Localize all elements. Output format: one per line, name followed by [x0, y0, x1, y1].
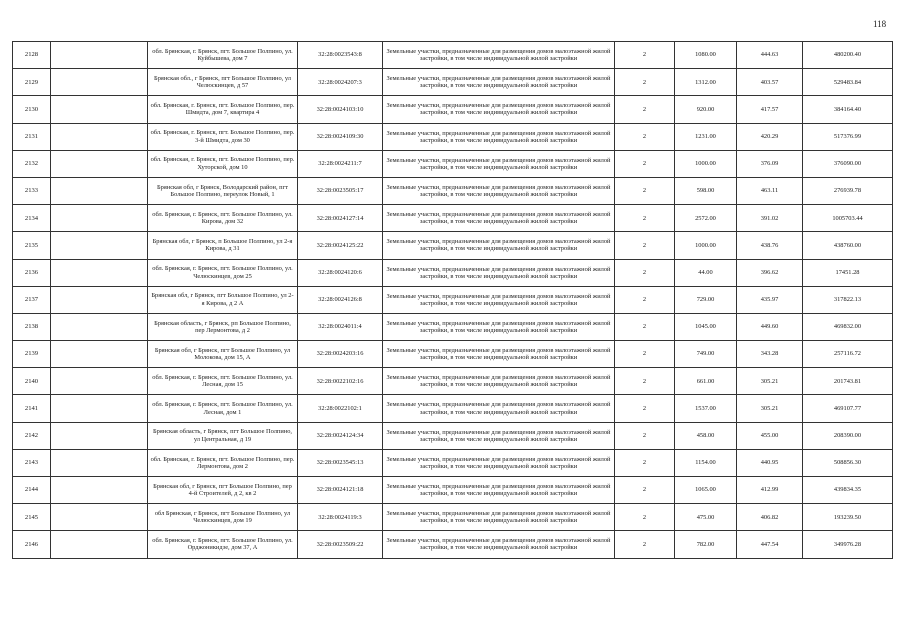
area-cell: 1154.00 — [675, 449, 737, 476]
cadastral-number-cell: 32:28:0022102:16 — [298, 368, 383, 395]
land-use-cell: Земельные участки, предназначенные для размещения домов малоэтажной жилой застройки, в том числе индивидуальной жилой застройки — [383, 259, 615, 286]
category-code-cell: 2 — [615, 313, 675, 340]
table-row — [13, 368, 893, 395]
address-cell: Брянская область, г Брянск, рп Большое Полпино, пер Лермонтова, д 2 — [148, 313, 298, 340]
address-cell: Брянская обл, г Брянск, пгт Большое Полпино, пер 4-й Строителей, д 2, кв 2 — [148, 477, 298, 504]
area-cell: 661.00 — [675, 368, 737, 395]
cadastral-value-cell: 193239.50 — [803, 504, 893, 531]
address-cell: Брянская обл, г Брянск, пгт Большое Полпино, ул Молокова, дом 15, А — [148, 341, 298, 368]
unit-value-cell: 440.95 — [737, 449, 803, 476]
row-number-cell: 2134 — [13, 205, 51, 232]
row-number-cell: 2136 — [13, 259, 51, 286]
cadastral-number-cell: 32:28:0024126:8 — [298, 286, 383, 313]
row-number-cell: 2137 — [13, 286, 51, 313]
area-cell: 1065.00 — [675, 477, 737, 504]
address-cell: обл. Брянская, г. Брянск, пгт. Большое Полпино, ул. Куйбышева, дом 7 — [148, 42, 298, 69]
category-code-cell: 2 — [615, 205, 675, 232]
unit-value-cell: 417.57 — [737, 96, 803, 123]
blank-cell — [51, 69, 148, 96]
row-number-cell: 2133 — [13, 177, 51, 204]
area-cell: 729.00 — [675, 286, 737, 313]
address-cell: обл. Брянская, г. Брянск, пгт. Большое Полпино, пер. Лермонтова, дом 2 — [148, 449, 298, 476]
area-cell: 1000.00 — [675, 150, 737, 177]
category-code-cell: 2 — [615, 368, 675, 395]
land-use-cell: Земельные участки, предназначенные для размещения домов малоэтажной жилой застройки, в том числе индивидуальной жилой застройки — [383, 313, 615, 340]
cadastral-value-cell: 349976.28 — [803, 531, 893, 558]
blank-cell — [51, 504, 148, 531]
land-use-cell: Земельные участки, предназначенные для размещения домов малоэтажной жилой застройки, в том числе индивидуальной жилой застройки — [383, 422, 615, 449]
land-use-cell: Земельные участки, предназначенные для размещения домов малоэтажной жилой застройки, в том числе индивидуальной жилой застройки — [383, 96, 615, 123]
cadastral-number-cell: 32:28:0024103:10 — [298, 96, 383, 123]
cadastral-value-cell: 529483.84 — [803, 69, 893, 96]
row-number-cell: 2143 — [13, 449, 51, 476]
table-row — [13, 177, 893, 204]
category-code-cell: 2 — [615, 449, 675, 476]
address-cell: обл. Брянская, г. Брянск, пгт. Большое Полпино, ул. Кирова, дом 32 — [148, 205, 298, 232]
land-use-cell: Земельные участки, предназначенные для размещения домов малоэтажной жилой застройки, в том числе индивидуальной жилой застройки — [383, 368, 615, 395]
land-use-cell: Земельные участки, предназначенные для размещения домов малоэтажной жилой застройки, в том числе индивидуальной жилой застройки — [383, 42, 615, 69]
area-cell: 458.00 — [675, 422, 737, 449]
category-code-cell: 2 — [615, 477, 675, 504]
land-use-cell: Земельные участки, предназначенные для размещения домов малоэтажной жилой застройки, в том числе индивидуальной жилой застройки — [383, 341, 615, 368]
blank-cell — [51, 205, 148, 232]
cadastral-value-cell: 439834.35 — [803, 477, 893, 504]
cadastral-value-cell: 384164.40 — [803, 96, 893, 123]
blank-cell — [51, 477, 148, 504]
cadastral-number-cell: 32:28:0024211:7 — [298, 150, 383, 177]
unit-value-cell: 447.54 — [737, 531, 803, 558]
table-row — [13, 313, 893, 340]
address-cell: обл. Брянская, г. Брянск, пгт. Большое Полпино, пер. Шмидта, дом 7, квартира 4 — [148, 96, 298, 123]
blank-cell — [51, 368, 148, 395]
row-number-cell: 2128 — [13, 42, 51, 69]
blank-cell — [51, 422, 148, 449]
area-cell: 475.00 — [675, 504, 737, 531]
row-number-cell: 2138 — [13, 313, 51, 340]
unit-value-cell: 435.97 — [737, 286, 803, 313]
table-row — [13, 422, 893, 449]
address-cell: обл Брянская, г Брянск, пгт Большое Полпино, ул Челюскинцев, дом 19 — [148, 504, 298, 531]
row-number-cell: 2146 — [13, 531, 51, 558]
blank-cell — [51, 286, 148, 313]
area-cell: 1000.00 — [675, 232, 737, 259]
land-use-cell: Земельные участки, предназначенные для размещения домов малоэтажной жилой застройки, в том числе индивидуальной жилой застройки — [383, 232, 615, 259]
area-cell: 44.00 — [675, 259, 737, 286]
row-number-cell: 2139 — [13, 341, 51, 368]
category-code-cell: 2 — [615, 42, 675, 69]
land-use-cell: Земельные участки, предназначенные для размещения домов малоэтажной жилой застройки, в том числе индивидуальной жилой застройки — [383, 531, 615, 558]
table-row — [13, 477, 893, 504]
category-code-cell: 2 — [615, 177, 675, 204]
cadastral-number-cell: 32:28:0023509:22 — [298, 531, 383, 558]
blank-cell — [51, 232, 148, 259]
land-use-cell: Земельные участки, предназначенные для размещения домов малоэтажной жилой застройки, в том числе индивидуальной жилой застройки — [383, 69, 615, 96]
cadastral-value-cell: 517376.99 — [803, 123, 893, 150]
cadastral-value-cell: 508856.30 — [803, 449, 893, 476]
category-code-cell: 2 — [615, 341, 675, 368]
table-row — [13, 286, 893, 313]
address-cell: Брянская обл, г Брянск, пгт Большое Полпино, ул 2-я Кирова, д 2 А — [148, 286, 298, 313]
table-row — [13, 96, 893, 123]
address-cell: Брянская обл, г Брянск, п Большое Полпино, ул 2-я Кирова, д 31 — [148, 232, 298, 259]
cadastral-number-cell: 32:28:0024125:22 — [298, 232, 383, 259]
land-use-cell: Земельные участки, предназначенные для размещения домов малоэтажной жилой застройки, в том числе индивидуальной жилой застройки — [383, 504, 615, 531]
category-code-cell: 2 — [615, 150, 675, 177]
cadastral-value-cell: 480200.40 — [803, 42, 893, 69]
unit-value-cell: 396.62 — [737, 259, 803, 286]
unit-value-cell: 420.29 — [737, 123, 803, 150]
blank-cell — [51, 123, 148, 150]
row-number-cell: 2135 — [13, 232, 51, 259]
blank-cell — [51, 177, 148, 204]
land-use-cell: Земельные участки, предназначенные для размещения домов малоэтажной жилой застройки, в том числе индивидуальной жилой застройки — [383, 150, 615, 177]
cadastral-value-cell: 17451.28 — [803, 259, 893, 286]
cadastral-number-cell: 32:28:0024124:34 — [298, 422, 383, 449]
land-use-cell: Земельные участки, предназначенные для размещения домов малоэтажной жилой застройки, в том числе индивидуальной жилой застройки — [383, 395, 615, 422]
unit-value-cell: 463.11 — [737, 177, 803, 204]
category-code-cell: 2 — [615, 96, 675, 123]
land-use-cell: Земельные участки, предназначенные для размещения домов малоэтажной жилой застройки, в том числе индивидуальной жилой застройки — [383, 123, 615, 150]
table-row — [13, 341, 893, 368]
unit-value-cell: 449.60 — [737, 313, 803, 340]
cadastral-value-table — [12, 41, 893, 559]
category-code-cell: 2 — [615, 123, 675, 150]
area-cell: 1231.00 — [675, 123, 737, 150]
table-row — [13, 504, 893, 531]
cadastral-value-cell: 317822.13 — [803, 286, 893, 313]
address-cell: Брянская обл., г Брянск, пгт Большое Полпино, ул Челюскинцев, д 57 — [148, 69, 298, 96]
table-row — [13, 259, 893, 286]
blank-cell — [51, 259, 148, 286]
category-code-cell: 2 — [615, 531, 675, 558]
cadastral-number-cell: 32:28:0024121:18 — [298, 477, 383, 504]
cadastral-number-cell: 32:28:0024109:30 — [298, 123, 383, 150]
unit-value-cell: 444.63 — [737, 42, 803, 69]
category-code-cell: 2 — [615, 422, 675, 449]
cadastral-number-cell: 32:28:0023505:17 — [298, 177, 383, 204]
cadastral-value-cell: 1005703.44 — [803, 205, 893, 232]
land-use-cell: Земельные участки, предназначенные для размещения домов малоэтажной жилой застройки, в том числе индивидуальной жилой застройки — [383, 286, 615, 313]
table-row — [13, 42, 893, 69]
category-code-cell: 2 — [615, 286, 675, 313]
unit-value-cell: 376.09 — [737, 150, 803, 177]
row-number-cell: 2142 — [13, 422, 51, 449]
blank-cell — [51, 341, 148, 368]
cadastral-value-cell: 276939.78 — [803, 177, 893, 204]
table-body — [13, 42, 893, 559]
cadastral-number-cell: 32:28:0023545:13 — [298, 449, 383, 476]
unit-value-cell: 412.99 — [737, 477, 803, 504]
cadastral-value-cell: 469832.00 — [803, 313, 893, 340]
area-cell: 920.00 — [675, 96, 737, 123]
land-use-cell: Земельные участки, предназначенные для размещения домов малоэтажной жилой застройки, в том числе индивидуальной жилой застройки — [383, 177, 615, 204]
table-row — [13, 531, 893, 558]
row-number-cell: 2130 — [13, 96, 51, 123]
blank-cell — [51, 449, 148, 476]
page-number: 118 — [873, 19, 887, 29]
cadastral-value-cell: 376090.00 — [803, 150, 893, 177]
unit-value-cell: 455.00 — [737, 422, 803, 449]
cadastral-value-cell: 208390.00 — [803, 422, 893, 449]
land-use-cell: Земельные участки, предназначенные для размещения домов малоэтажной жилой застройки, в том числе индивидуальной жилой застройки — [383, 449, 615, 476]
table-row — [13, 232, 893, 259]
cadastral-number-cell: 32:28:0024203:16 — [298, 341, 383, 368]
address-cell: обл. Брянская, г. Брянск, пгт. Большое Полпино, пер. 3-й Шмидта, дом 30 — [148, 123, 298, 150]
cadastral-number-cell: 32:28:0024207:3 — [298, 69, 383, 96]
area-cell: 749.00 — [675, 341, 737, 368]
blank-cell — [51, 313, 148, 340]
blank-cell — [51, 395, 148, 422]
address-cell: обл. Брянская, г. Брянск, пгт. Большое Полпино, ул. Лесная, дом 15 — [148, 368, 298, 395]
land-use-cell: Земельные участки, предназначенные для размещения домов малоэтажной жилой застройки, в том числе индивидуальной жилой застройки — [383, 205, 615, 232]
row-number-cell: 2144 — [13, 477, 51, 504]
area-cell: 1045.00 — [675, 313, 737, 340]
table-row — [13, 69, 893, 96]
address-cell: обл. Брянская, г. Брянск, пгт. Большое Полпино, пер. Хуторской, дом 10 — [148, 150, 298, 177]
blank-cell — [51, 42, 148, 69]
unit-value-cell: 305.21 — [737, 368, 803, 395]
category-code-cell: 2 — [615, 259, 675, 286]
cadastral-value-cell: 469107.77 — [803, 395, 893, 422]
cadastral-value-cell: 201743.81 — [803, 368, 893, 395]
cadastral-number-cell: 32:28:0024127:14 — [298, 205, 383, 232]
row-number-cell: 2140 — [13, 368, 51, 395]
address-cell: Брянская область, г Брянск, пгт Большое Полпино, ул Центральная, д 19 — [148, 422, 298, 449]
unit-value-cell: 406.82 — [737, 504, 803, 531]
table-row — [13, 150, 893, 177]
row-number-cell: 2145 — [13, 504, 51, 531]
row-number-cell: 2132 — [13, 150, 51, 177]
table-row — [13, 395, 893, 422]
row-number-cell: 2129 — [13, 69, 51, 96]
area-cell: 2572.00 — [675, 205, 737, 232]
category-code-cell: 2 — [615, 69, 675, 96]
blank-cell — [51, 96, 148, 123]
unit-value-cell: 403.57 — [737, 69, 803, 96]
row-number-cell: 2141 — [13, 395, 51, 422]
cadastral-value-cell: 257116.72 — [803, 341, 893, 368]
blank-cell — [51, 150, 148, 177]
area-cell: 1312.00 — [675, 69, 737, 96]
cadastral-number-cell: 32:28:0022102:1 — [298, 395, 383, 422]
unit-value-cell: 343.28 — [737, 341, 803, 368]
address-cell: обл. Брянская, г. Брянск, пгт. Большое Полпино, ул. Челюскинцев, дом 25 — [148, 259, 298, 286]
land-use-cell: Земельные участки, предназначенные для размещения домов малоэтажной жилой застройки, в том числе индивидуальной жилой застройки — [383, 477, 615, 504]
cadastral-value-cell: 438760.00 — [803, 232, 893, 259]
area-cell: 598.00 — [675, 177, 737, 204]
blank-cell — [51, 531, 148, 558]
category-code-cell: 2 — [615, 395, 675, 422]
cadastral-number-cell: 32:28:0023543:8 — [298, 42, 383, 69]
area-cell: 782.00 — [675, 531, 737, 558]
address-cell: обл. Брянская, г. Брянск, пгт. Большое Полпино, ул. Орджоникидзе, дом 37, А — [148, 531, 298, 558]
address-cell: Брянская обл, г Брянск, Володарский район, пгт Большое Полпино, переулок Новый, 1 — [148, 177, 298, 204]
row-number-cell: 2131 — [13, 123, 51, 150]
unit-value-cell: 305.21 — [737, 395, 803, 422]
table-row — [13, 205, 893, 232]
address-cell: обл. Брянская, г. Брянск, пгт. Большое Полпино, ул. Лесная, дом 1 — [148, 395, 298, 422]
area-cell: 1537.00 — [675, 395, 737, 422]
category-code-cell: 2 — [615, 232, 675, 259]
unit-value-cell: 438.76 — [737, 232, 803, 259]
cadastral-number-cell: 32:28:0024120:6 — [298, 259, 383, 286]
area-cell: 1080.00 — [675, 42, 737, 69]
unit-value-cell: 391.02 — [737, 205, 803, 232]
table-row — [13, 449, 893, 476]
category-code-cell: 2 — [615, 504, 675, 531]
cadastral-number-cell: 32:28:0024119:3 — [298, 504, 383, 531]
cadastral-number-cell: 32:28:0024011:4 — [298, 313, 383, 340]
table-row — [13, 123, 893, 150]
